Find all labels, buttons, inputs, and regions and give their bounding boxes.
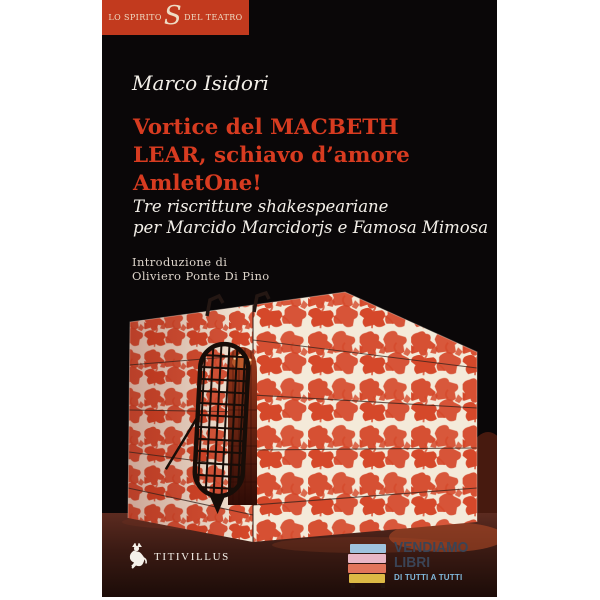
book-spine (349, 574, 385, 583)
intro-line-2: Oliviero Ponte Di Pino (132, 269, 270, 283)
publisher-name: TITIVILLUS (154, 550, 230, 563)
introduction-credit (132, 255, 270, 283)
subtitle-line-2: per Marcido Marcidorjs e Famosa Mimosa (133, 218, 489, 237)
title-line-2: LEAR, schiavo d’amore (133, 143, 410, 168)
series-banner-right: DEL TEATRO (184, 13, 243, 22)
badge-line-2: LIBRI (394, 554, 431, 571)
book-cover (102, 0, 497, 597)
titivillus-devil-icon (126, 543, 148, 570)
vendiamo-libri-badge (348, 539, 475, 588)
series-banner-left: LO SPIRITO (108, 13, 162, 22)
book-spine (348, 554, 386, 563)
series-s-glyph: S (163, 1, 183, 31)
set-right-face (253, 292, 477, 542)
author-name: Marco Isidori (132, 71, 269, 95)
book-spine (350, 544, 386, 553)
publisher-logo (126, 543, 230, 570)
badge-line-1: VENDIAMO (394, 539, 469, 556)
badge-line-3: DI TUTTI A TUTTI (394, 573, 463, 582)
intro-line-1: Introduzione di (132, 255, 228, 269)
book-stack-feet (351, 584, 385, 588)
title-line-3: AmletOne! (133, 171, 262, 196)
book-title (133, 114, 410, 198)
subtitle (133, 196, 488, 238)
subtitle-line-1: Tre riscritture shakespeariane (133, 197, 389, 216)
book-stack-icon (348, 544, 388, 588)
badge-text (394, 540, 475, 582)
book-spine (348, 564, 386, 573)
title-line-1: Vortice del MACBETH (133, 115, 399, 140)
series-banner (102, 0, 249, 35)
